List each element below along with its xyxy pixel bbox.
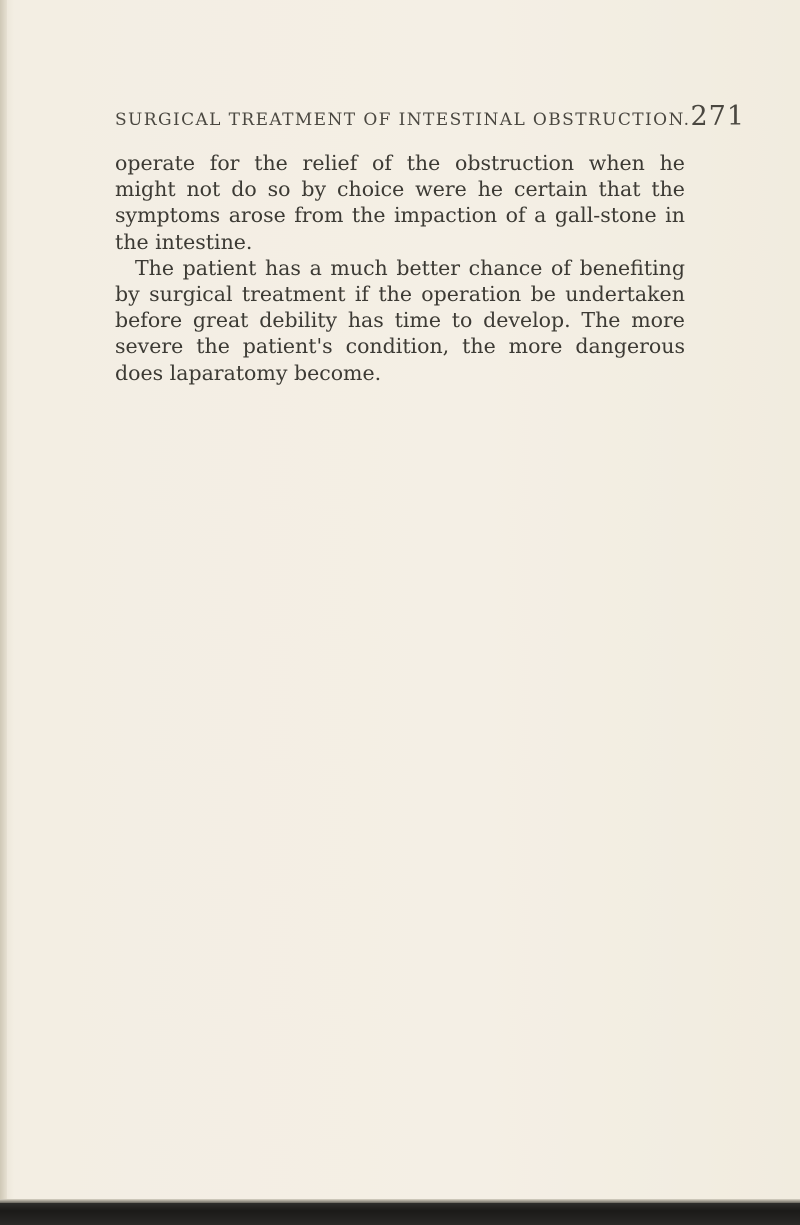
text-line	[115, 202, 685, 228]
book-binding	[0, 1203, 800, 1225]
word: operate	[115, 151, 195, 175]
word: laparatomy	[169, 360, 288, 385]
word: certain	[513, 177, 588, 202]
word: patient's	[242, 334, 333, 359]
word: the	[351, 203, 386, 228]
word: to	[451, 308, 473, 333]
word: if	[354, 281, 370, 306]
word: has	[347, 308, 384, 333]
word: a	[309, 255, 322, 280]
word: the	[254, 151, 288, 175]
word: treatment	[241, 281, 346, 306]
word: a	[534, 203, 547, 228]
word: of	[372, 151, 392, 175]
word: by	[115, 281, 140, 306]
text-line	[115, 360, 685, 386]
word: the	[378, 281, 412, 306]
running-title: SURGICAL TREATMENT OF INTESTINAL OBSTRUCTION.	[115, 110, 691, 130]
word: dangerous	[575, 334, 685, 359]
word: condition,	[345, 334, 450, 359]
word: much	[330, 255, 388, 280]
word: become.	[293, 360, 382, 385]
word: has	[264, 255, 301, 280]
word: does	[115, 360, 164, 385]
word: severe	[115, 334, 184, 359]
word: great	[192, 308, 249, 333]
word: patient	[182, 255, 257, 280]
word: that	[598, 177, 641, 202]
word: debility	[259, 308, 338, 333]
page-left-edge	[0, 0, 7, 1225]
text-line	[115, 176, 685, 202]
word: the	[406, 151, 441, 175]
word: intestine.	[155, 229, 253, 254]
word: not	[186, 177, 221, 202]
word: more	[508, 334, 563, 359]
word: gall-stone	[554, 203, 657, 228]
word: relief	[302, 151, 358, 175]
word: from	[294, 203, 344, 228]
word: the	[462, 334, 496, 359]
word: the	[115, 229, 149, 254]
word: better	[396, 255, 461, 280]
word: the	[651, 177, 685, 202]
text-line	[115, 333, 685, 359]
text-line	[115, 150, 685, 176]
word: so	[267, 177, 291, 202]
word: of	[551, 255, 571, 280]
body-text	[115, 150, 685, 386]
word: choice	[337, 177, 405, 202]
word: more	[631, 308, 685, 333]
word: operation	[421, 281, 522, 306]
word: of	[505, 203, 526, 228]
word: arose	[228, 203, 286, 228]
word: were	[415, 177, 467, 202]
word: impaction	[393, 203, 498, 228]
text-line	[115, 307, 685, 333]
word: The	[135, 255, 175, 280]
word: time	[394, 308, 441, 333]
word: in	[665, 203, 685, 228]
word: The	[581, 308, 621, 333]
text-line	[115, 255, 685, 281]
running-head	[115, 98, 746, 132]
word: the	[196, 334, 230, 359]
page-number: 271	[690, 101, 746, 132]
word: surgical	[149, 281, 233, 306]
word: before	[115, 308, 183, 333]
text-line	[115, 229, 685, 255]
word: chance	[468, 255, 543, 280]
word: undertaken	[565, 281, 685, 306]
word: he	[477, 177, 504, 202]
word: by	[301, 177, 327, 202]
word: might	[115, 177, 176, 202]
text-line	[115, 281, 685, 307]
word: do	[231, 177, 257, 202]
word: for	[209, 151, 240, 175]
word: he	[659, 151, 685, 175]
word: develop.	[483, 308, 571, 333]
word: obstruction	[455, 151, 575, 175]
word: benefiting	[579, 255, 685, 280]
word: symptoms	[115, 203, 221, 228]
word: be	[530, 281, 556, 306]
word: when	[588, 151, 645, 175]
